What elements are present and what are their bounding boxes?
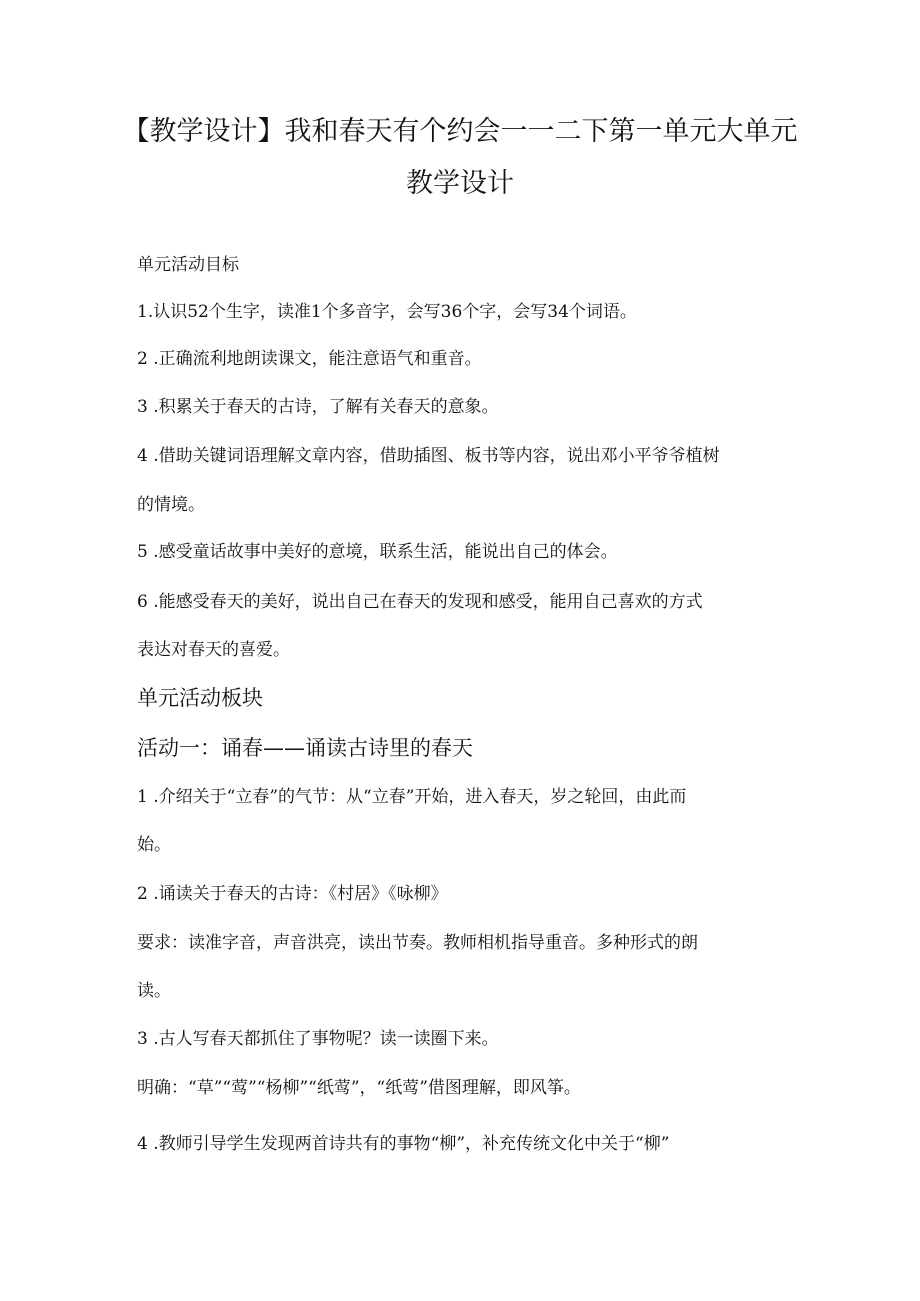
goal-line: 5 .感受童话故事中美好的意境，联系生活，能说出自己的体会。	[137, 542, 618, 562]
activity-1-line: 读。	[137, 981, 171, 1001]
activity-1-line: 始。	[137, 835, 171, 855]
activity-1-line: 3 .古人写春天都抓住了事物呢？读一读圈下来。	[137, 1029, 499, 1049]
goal-line: 1.认识52个生字，读准1个多音字，会写36个字，会写34个词语。	[137, 302, 637, 322]
goal-line: 的情境。	[137, 495, 205, 515]
activity-1-line: 2 .诵读关于春天的古诗：《村居》《咏柳》	[137, 884, 448, 904]
section-heading-goals: 单元活动目标	[137, 255, 239, 275]
activity-1-line: 要求：读准字音，声音洪亮，读出节奏。教师相机指导重音。多种形式的朗	[137, 933, 698, 953]
activity-1-line: 4 .教师引导学生发现两首诗共有的事物“柳”，补充传统文化中关于“柳”	[137, 1134, 670, 1154]
goal-line: 6 .能感受春天的美好，说出自己在春天的发现和感受，能用自己喜欢的方式	[137, 592, 703, 612]
goal-line: 4 .借助关键词语理解文章内容，借助插图、板书等内容，说出邓小平爷爷植树	[137, 446, 720, 466]
activity-1-line: 1 .介绍关于“立春”的气节：从“立春”开始，进入春天，岁之轮回，由此而	[137, 787, 687, 807]
document-title-line-1: 【教学设计】我和春天有个约会一一二下第一单元大单元	[122, 116, 798, 147]
goal-line: 3 .积累关于春天的古诗，了解有关春天的意象。	[137, 397, 499, 417]
activity-1-heading: 活动一：诵春——诵读古诗里的春天	[137, 736, 473, 760]
section-heading-blocks: 单元活动板块	[137, 686, 263, 710]
activity-1-line: 明确：“草”“莺”“杨柳”“纸莺”，“纸莺”借图理解，即风筝。	[137, 1078, 581, 1098]
goal-line: 2 .正确流利地朗读课文，能注意语气和重音。	[137, 349, 482, 369]
goal-line: 表达对春天的喜爱。	[137, 640, 290, 660]
document-title-line-2: 教学设计	[406, 168, 514, 199]
